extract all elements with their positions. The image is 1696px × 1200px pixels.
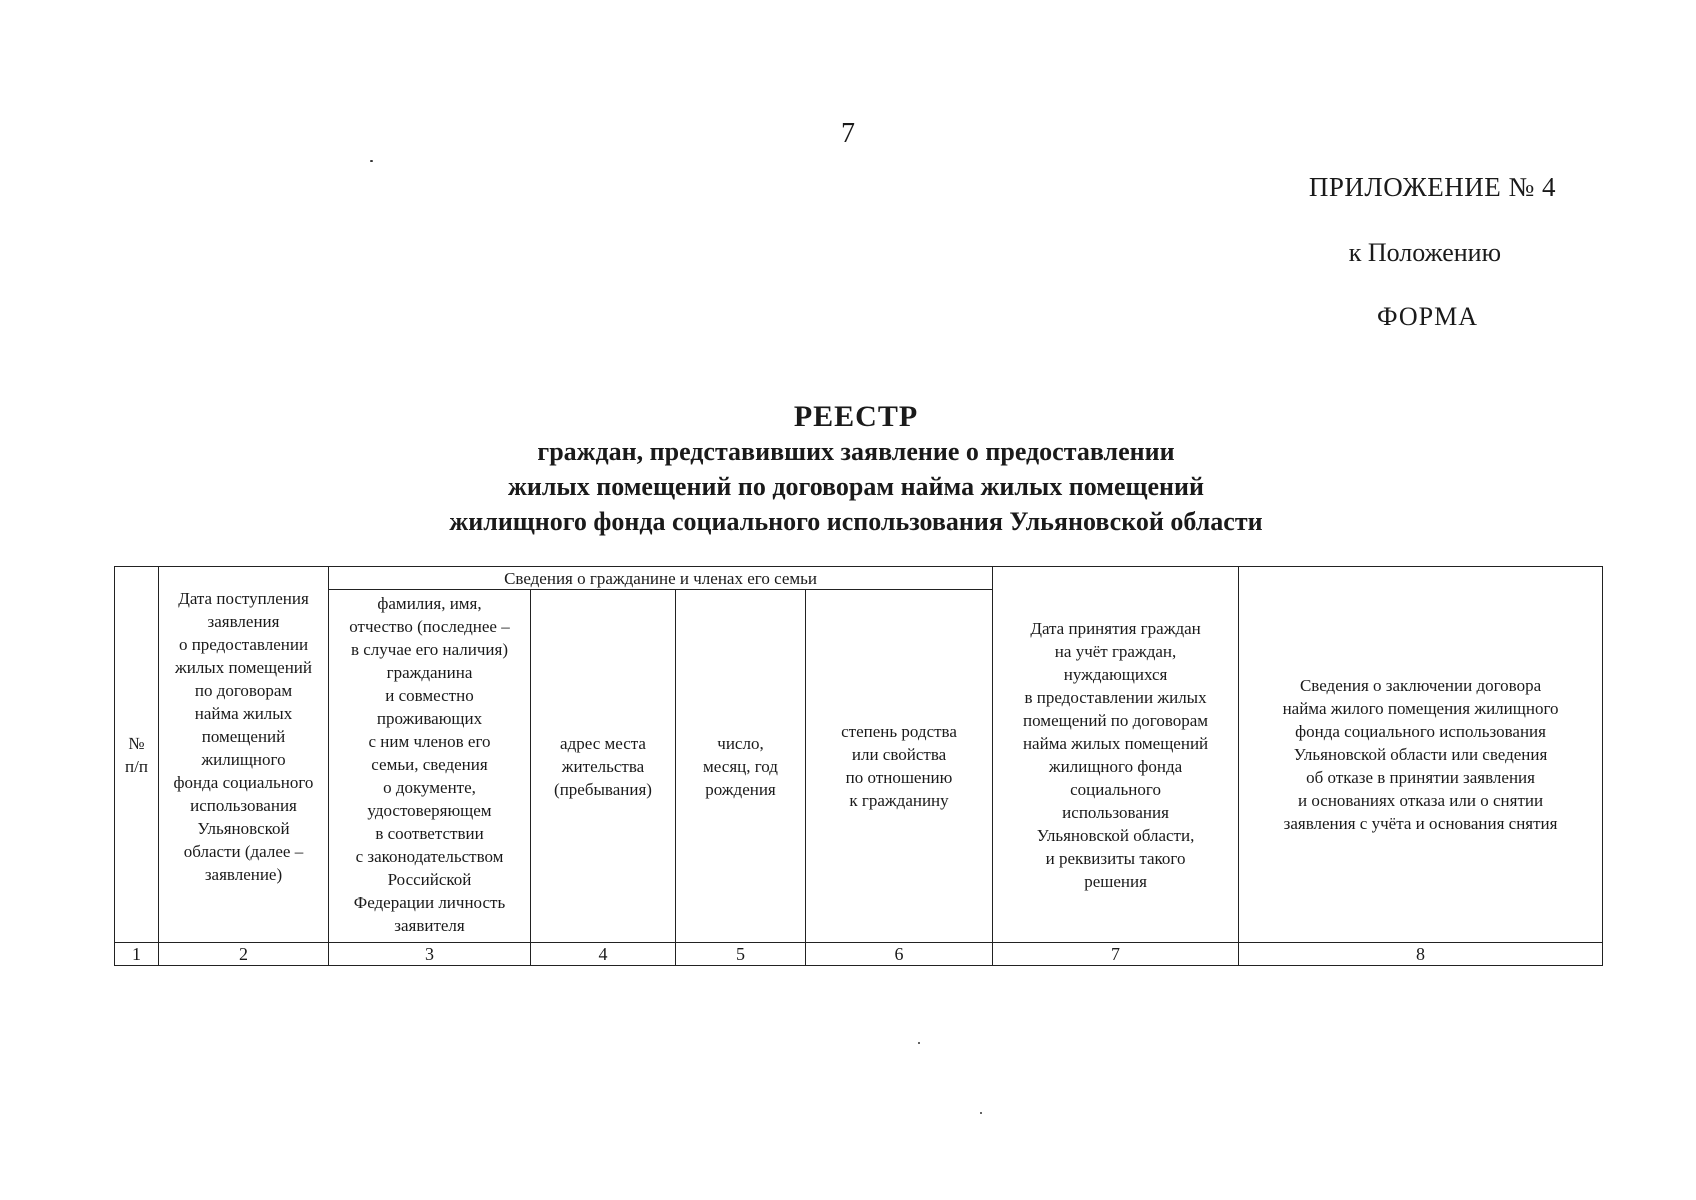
form-label: ФОРМА bbox=[1377, 302, 1478, 331]
regulation-reference: к Положению bbox=[1348, 238, 1501, 267]
title-line-2: жилых помещений по договорам найма жилых помещений bbox=[508, 472, 1204, 501]
page-number: 7 bbox=[841, 118, 855, 149]
title-main: РЕЕСТР bbox=[793, 400, 919, 433]
registry-table bbox=[114, 566, 1603, 966]
title-line-3: жилищного фонда социального использования Ульяновской области bbox=[449, 507, 1263, 536]
header-cell-relationship: степень родства или свойства по отношению к гражданину bbox=[806, 590, 993, 943]
column-number: 3 bbox=[329, 943, 531, 966]
column-number: 2 bbox=[159, 943, 329, 966]
header-cell-registration-date: Дата принятия граждан на учёт граждан, нуждающихся в предоставлении жилых помещений по договорам найма жилых помещений жилищного фонда социального использования Ульяновской области, и реквизиты такого решения bbox=[993, 567, 1239, 943]
header-cell-address: адрес места жительства (пребывания) bbox=[531, 590, 676, 943]
header-cell-number: № п/п bbox=[115, 567, 159, 943]
header-cell-citizen-info: Сведения о гражданине и членах его семьи bbox=[329, 567, 993, 590]
header-cell-full-name: фамилия, имя, отчество (последнее – в случае его наличия) гражданина и совместно проживающих с ним членов его семьи, сведения о документе, удостоверяющем в соответствии с законодательством Российской Федерации личность заявителя bbox=[329, 590, 531, 943]
header-cell-birth-date: число, месяц, год рождения bbox=[676, 590, 806, 943]
column-number: 7 bbox=[993, 943, 1239, 966]
header-row-1 bbox=[115, 567, 1603, 590]
scan-speck bbox=[370, 160, 373, 162]
column-number: 8 bbox=[1239, 943, 1603, 966]
header-cell-contract-info: Сведения о заключении договора найма жилого помещения жилищного фонда социального использования Ульяновской области или сведения об отказе в принятии заявления и основаниях отказа или о снятии заявления с учёта и основания снятия bbox=[1239, 567, 1603, 943]
document-title bbox=[0, 400, 1696, 539]
title-line-1: граждан, представивших заявление о предоставлении bbox=[537, 437, 1175, 466]
scan-speck bbox=[918, 1042, 920, 1044]
scan-speck bbox=[980, 1112, 982, 1114]
column-number: 6 bbox=[806, 943, 993, 966]
header-cell-application-date: Дата поступления заявления о предоставлении жилых помещений по договорам найма жилых помещений жилищного фонда социального использования Ульяновской области (далее – заявление) bbox=[159, 567, 329, 943]
column-number: 5 bbox=[676, 943, 806, 966]
column-number: 4 bbox=[531, 943, 676, 966]
appendix-label: ПРИЛОЖЕНИЕ № 4 bbox=[1308, 172, 1556, 202]
column-number: 1 bbox=[115, 943, 159, 966]
column-number-row bbox=[115, 943, 1603, 966]
